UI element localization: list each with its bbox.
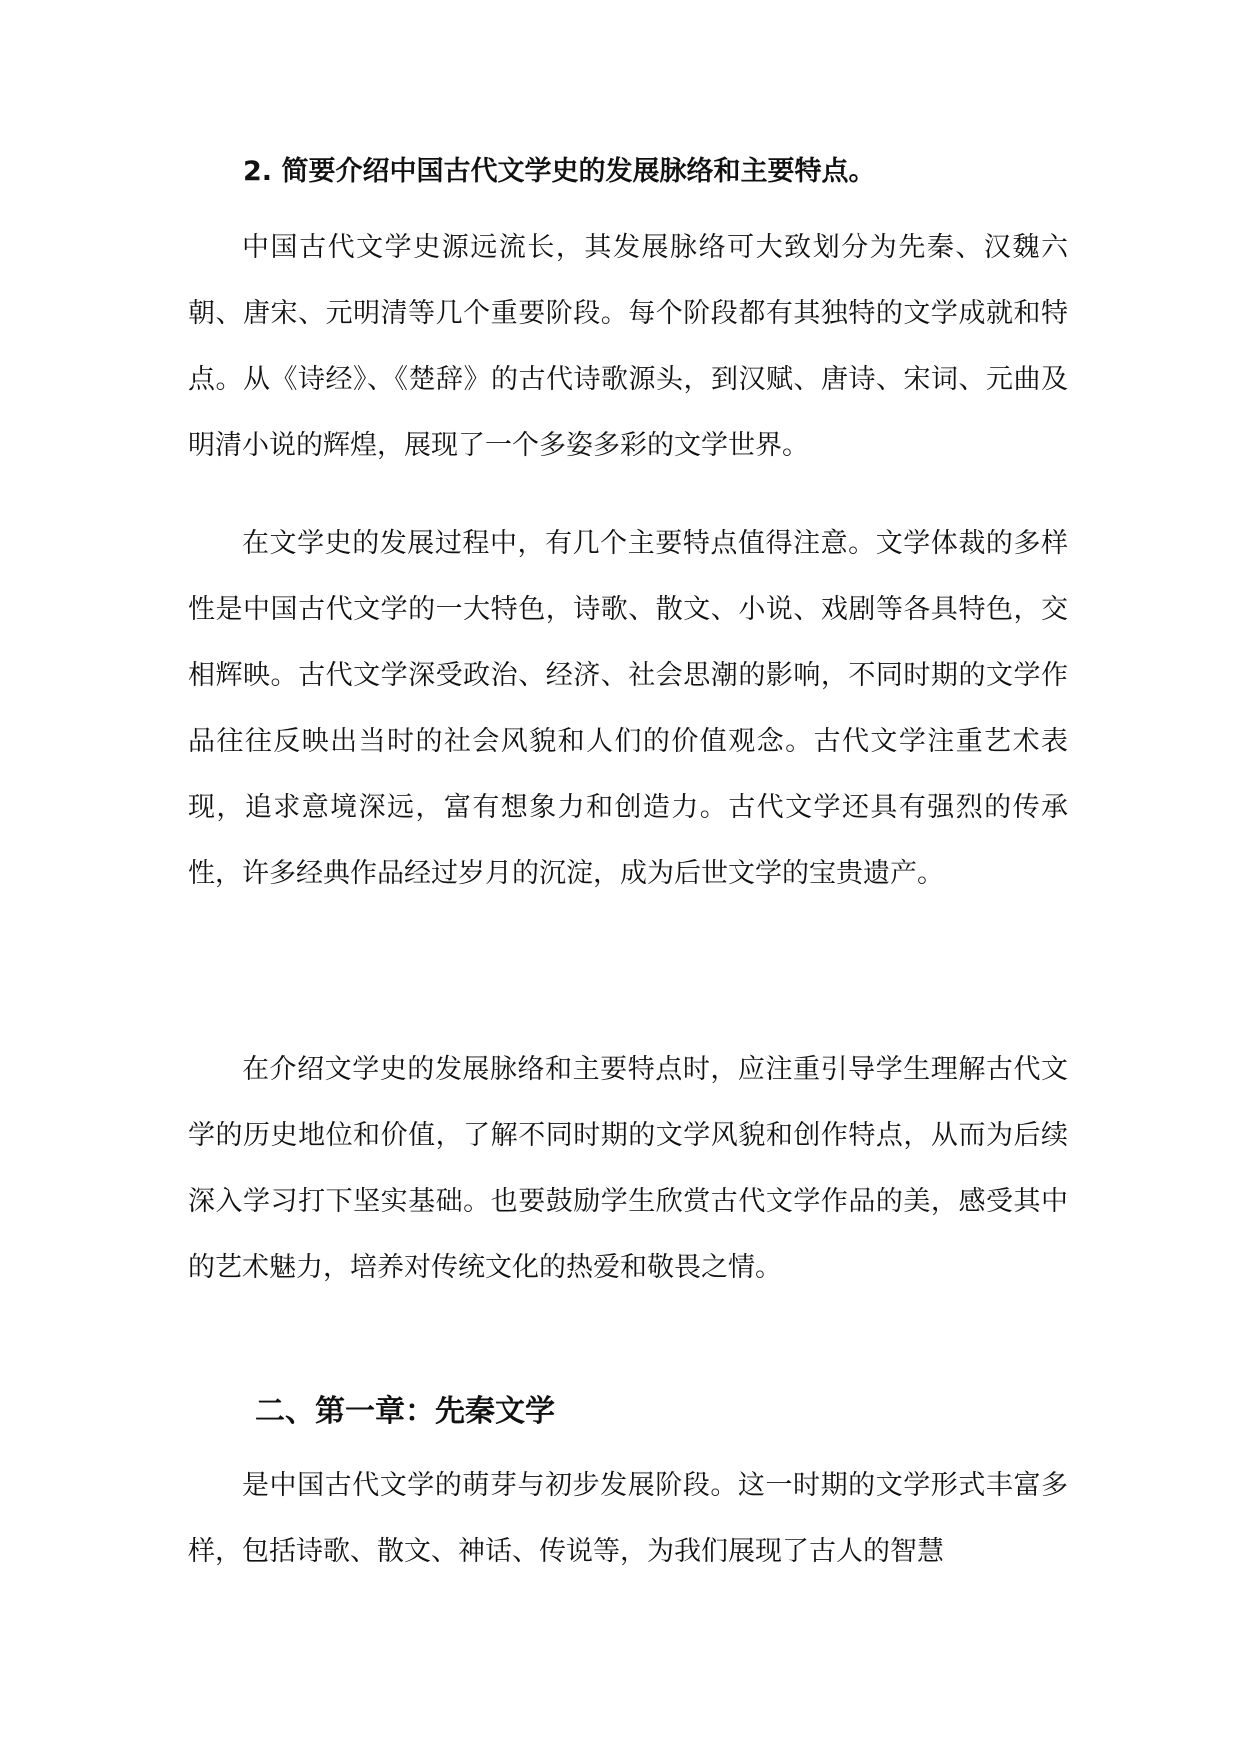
paragraph-development-overview: 中国古代文学史源远流长，其发展脉络可大致划分为先秦、汉魏六朝、唐宋、元明清等几个重要阶段。每个阶段都有其独特的文学成就和特点。从《诗经》、《楚辞》的古代诗歌源头，到汉赋、唐诗、宋词、元曲及明清小说的辉煌，展现了一个多姿多彩的文学世界。 [188,232,1068,461]
paragraph-teaching-guidance: 在介绍文学史的发展脉络和主要特点时，应注重引导学生理解古代文学的历史地位和价值，了解不同时期的文学风貌和创作特点，从而为后续深入学习打下坚实基础。也要鼓励学生欣赏古代文学作品的美，感受其中的艺术魅力，培养对传统文化的热爱和敬畏之情。 [188,1054,1068,1283]
chapter-heading: 二、第一章：先秦文学 [255,1394,555,1429]
paragraph-pre-qin-intro: 是中国古代文学的萌芽与初步发展阶段。这一时期的文学形式丰富多样，包括诗歌、散文、神话、传说等，为我们展现了古人的智慧 [188,1470,1068,1567]
paragraph-main-features: 在文学史的发展过程中，有几个主要特点值得注意。文学体裁的多样性是中国古代文学的一大特色，诗歌、散文、小说、戏剧等各具特色，交相辉映。古代文学深受政治、经济、社会思潮的影响，不同时期的文学作品往往反映出当时的社会风貌和人们的价值观念。古代文学注重艺术表现，追求意境深远，富有想象力和创造力。古代文学还具有强烈的传承性，许多经典作品经过岁月的沉淀，成为后世文学的宝贵遗产。 [188,528,1068,889]
question-heading: 2. 简要介绍中国古代文学史的发展脉络和主要特点。 [243,156,876,187]
